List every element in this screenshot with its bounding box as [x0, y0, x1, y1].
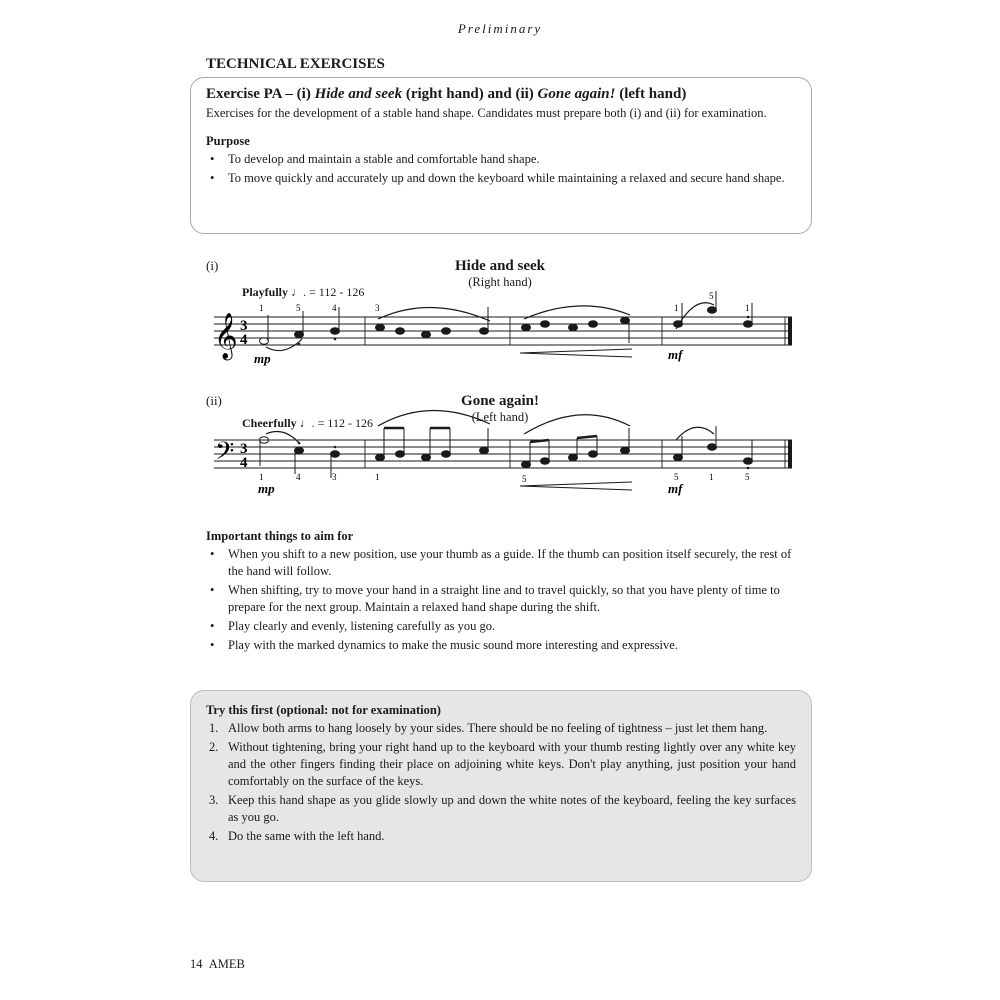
note-head	[589, 321, 598, 328]
fingering: 1	[709, 472, 714, 482]
fingering: 1	[674, 303, 679, 313]
fingering: 5	[674, 472, 679, 482]
time-signature-top: 3	[240, 318, 248, 334]
page-footer	[190, 957, 245, 972]
dynamic-marking: mf	[668, 481, 683, 496]
time-signature-bottom: 4	[240, 455, 248, 471]
purpose-item-text: To move quickly and accurately up and down the keyboard while maintaining a relaxed and secure hand shape.	[228, 170, 785, 185]
item-number: 3.	[209, 793, 219, 807]
note-head	[260, 338, 269, 345]
tips-list	[206, 546, 798, 654]
piece1-tempo-word: Playfully	[242, 285, 289, 299]
item-number: 4.	[209, 829, 219, 843]
note-head	[744, 321, 753, 328]
dynamic-marking: mf	[668, 347, 683, 362]
tip-item	[206, 618, 798, 635]
tip-item-text: When shifting, try to move your hand in a straight line and to travel quickly, so that you have plenty of time to prepare for the next group. Maintain a relaxed hand shape during the shift.	[228, 583, 780, 614]
piece2-score	[200, 390, 800, 510]
note-head	[396, 328, 405, 335]
try-first-item	[206, 739, 796, 790]
bullet-icon: •	[210, 619, 215, 633]
piece2-number: (ii)	[206, 393, 222, 408]
exercise-title	[206, 86, 796, 103]
note-head	[442, 328, 451, 335]
exercise-intro-box	[190, 77, 812, 234]
exercise-title-hand1: (right hand) and (ii)	[402, 86, 538, 102]
purpose-item-text: To develop and maintain a stable and comfortable hand shape.	[228, 151, 540, 166]
note-head	[480, 328, 489, 335]
fingering: 5	[709, 291, 714, 301]
fingering: 3	[332, 472, 337, 482]
try-first-box	[190, 690, 812, 882]
running-header: Preliminary	[457, 21, 543, 36]
bullet-icon: •	[210, 583, 215, 597]
bullet-icon: •	[210, 547, 215, 561]
fingering: 1	[745, 303, 750, 313]
note-head	[708, 444, 717, 451]
piece1-tempo-value: = 112 - 126	[306, 285, 365, 299]
piece1-number: (i)	[206, 258, 219, 273]
note-head	[422, 331, 431, 338]
exercise-title-prefix: Exercise PA – (i)	[206, 86, 315, 102]
note-head	[708, 307, 717, 314]
note-head	[422, 454, 431, 461]
time-signature-top: 3	[240, 441, 248, 457]
dotted-half-note-icon: ♩.	[296, 416, 315, 430]
purpose-item	[206, 151, 796, 168]
tip-item-text: Play clearly and evenly, listening carefully as you go.	[228, 619, 496, 633]
tip-item	[206, 546, 798, 580]
piece2-title: Gone again!	[461, 393, 539, 409]
item-text: Do the same with the left hand.	[228, 829, 385, 843]
item-text: Without tightening, bring your right hand up to the keyboard with your thumb resting lightly over any white key and the other fingers finding their place on adjoining white keys. Don't play anything, just position your hand comfortably on the surface of the keys.	[228, 740, 796, 788]
piece1-title: Hide and seek	[454, 258, 545, 274]
fingering: 1	[259, 303, 264, 313]
fingering: 1	[259, 472, 264, 482]
tips-section	[206, 529, 798, 656]
note-head	[744, 458, 753, 465]
fingering: 3	[375, 303, 380, 313]
tip-item	[206, 637, 798, 654]
purpose-heading: Purpose	[206, 133, 250, 148]
item-text: Keep this hand shape as you glide slowly up and down the white notes of the keyboard, feeling the key surfaces as you go.	[228, 793, 796, 824]
tip-item-text: When you shift to a new position, use your thumb as a guide. If the thumb can position itself securely, the rest of the hand will follow.	[228, 547, 792, 578]
piece1-staff	[200, 255, 800, 375]
item-number: 2.	[209, 740, 219, 754]
try-first-item	[206, 720, 796, 737]
bullet-icon: •	[210, 151, 215, 166]
piece1-subtitle: (Right hand)	[468, 275, 532, 289]
piece1-score	[200, 255, 800, 375]
exercise-title-piece2: Gone again!	[537, 86, 616, 102]
note-head	[621, 447, 630, 454]
note-head	[442, 451, 451, 458]
note-head	[569, 324, 578, 331]
piece2-tempo-word: Cheerfully	[242, 416, 297, 430]
fingering: 1	[375, 472, 380, 482]
note-head	[480, 447, 489, 454]
purpose-list	[206, 151, 796, 187]
note-head	[541, 321, 550, 328]
note-head	[569, 454, 578, 461]
try-first-list	[206, 720, 796, 845]
item-number: 1.	[209, 721, 219, 735]
fingering: 4	[296, 472, 301, 482]
publisher-name: AMEB	[208, 957, 245, 971]
note-head	[674, 454, 683, 461]
purpose-item	[206, 170, 796, 187]
note-head	[295, 331, 304, 338]
exercise-description: Exercises for the development of a stable hand shape. Candidates must prepare both (i) and (ii) for examination.	[206, 106, 767, 120]
fingering: 5	[745, 472, 750, 482]
try-first-item	[206, 792, 796, 826]
page-number: 14	[190, 957, 203, 971]
dynamic-marking: mp	[254, 351, 271, 366]
item-text: Allow both arms to hang loosely by your sides. There should be no feeling of tightness – just let them hang.	[228, 721, 768, 735]
note-head	[295, 447, 304, 454]
tip-item-text: Play with the marked dynamics to make the music sound more interesting and expressive.	[228, 638, 678, 652]
note-head	[522, 461, 531, 468]
piece2-subtitle: (Left hand)	[471, 410, 529, 424]
note-head	[331, 451, 340, 458]
time-signature-bottom: 4	[240, 332, 248, 348]
fingering: 4	[332, 303, 337, 313]
note-head	[376, 324, 385, 331]
fingering: 5	[522, 474, 527, 484]
note-head	[621, 317, 630, 324]
note-head	[376, 454, 385, 461]
note-head	[541, 458, 550, 465]
section-title: TECHNICAL EXERCISES	[206, 56, 385, 72]
note-head	[396, 451, 405, 458]
note-head	[522, 324, 531, 331]
dynamic-marking: mp	[258, 481, 275, 496]
note-head	[589, 451, 598, 458]
exercise-title-piece1: Hide and seek	[314, 86, 403, 102]
fingering: 5	[296, 303, 301, 313]
try-first-item	[206, 828, 796, 845]
piece2-tempo-value: = 112 - 126	[314, 416, 373, 430]
dotted-half-note-icon: ♩.	[288, 285, 307, 299]
treble-clef-icon: 𝄞	[214, 313, 238, 358]
try-first-heading: Try this first (optional: not for examination)	[206, 703, 441, 717]
exercise-title-hand2: (left hand)	[615, 86, 687, 102]
tips-heading: Important things to aim for	[206, 529, 354, 543]
bass-clef-icon: 𝄢	[215, 438, 235, 471]
bullet-icon: •	[210, 170, 215, 185]
bullet-icon: •	[210, 638, 215, 652]
piece2-staff	[200, 390, 800, 510]
tip-item	[206, 582, 798, 616]
note-head	[331, 328, 340, 335]
